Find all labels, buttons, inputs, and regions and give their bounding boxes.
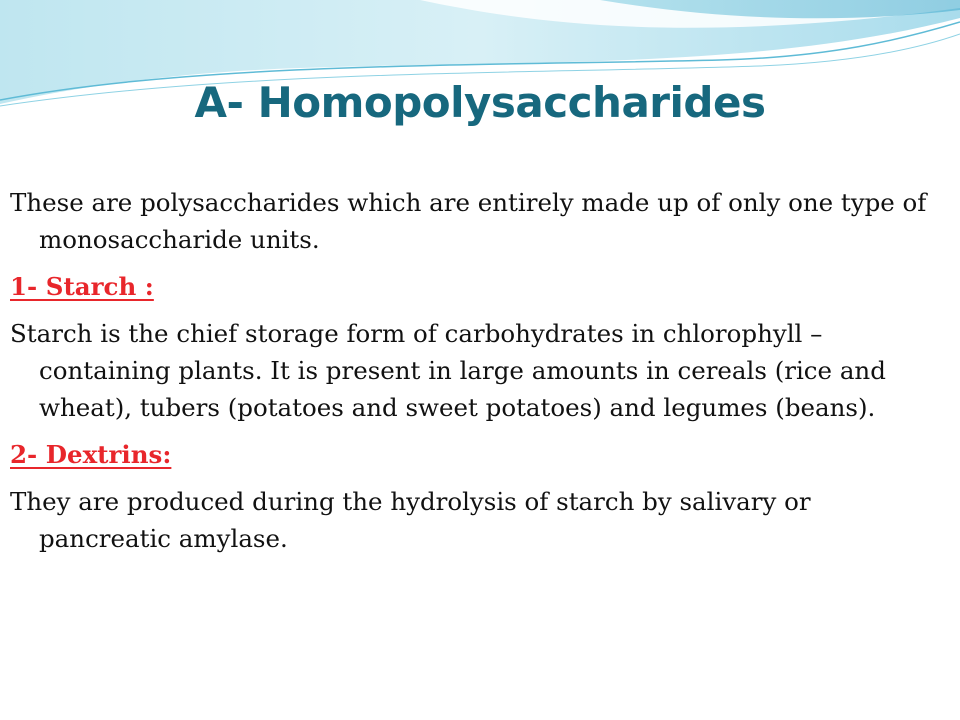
section-heading-starch: 1- Starch :: [10, 272, 154, 301]
slide-body: [10, 184, 940, 567]
slide-title: A- Homopolysaccharides: [194, 78, 766, 127]
section-heading-dextrins: 2- Dextrins:: [10, 440, 172, 469]
section-text-dextrins: They are produced during the hydrolysis of starch by salivary or pancreatic amylase.: [10, 487, 811, 553]
intro-paragraph: These are polysaccharides which are entirely made up of only one type of monosaccharide units.: [10, 188, 927, 254]
section-text-starch: Starch is the chief storage form of carbohydrates in chlorophyll – containing plants. It is present in large amounts in cereals (rice and wheat), tubers (potatoes and sweet potatoes) and legumes (beans).: [10, 319, 886, 422]
